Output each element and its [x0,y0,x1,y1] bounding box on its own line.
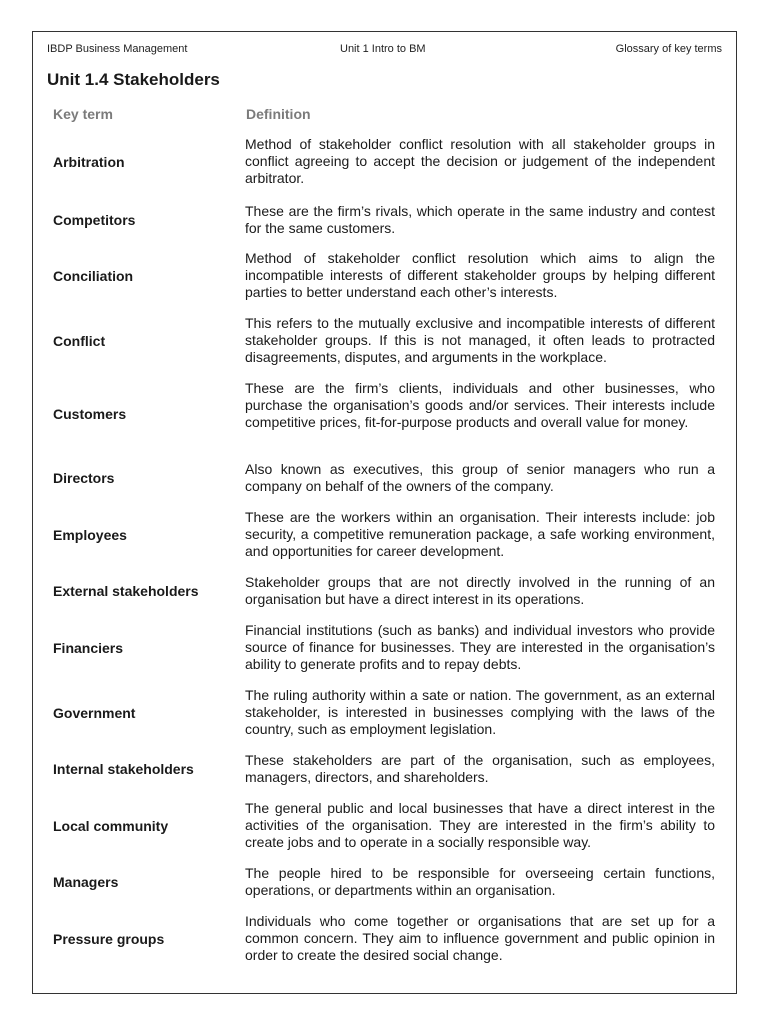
definition-cell: Financial institutions (such as banks) and individual investors who provide source of finance for businesses. They are interested in the organisation’s ability to generate profits and to repay debts. [245,622,715,672]
definition-cell: The people hired to be responsible for overseeing certain functions, operations, or departments within an organisation. [245,865,715,898]
column-header-term: Key term [53,106,113,122]
table-row [33,250,736,301]
table-row [33,574,736,608]
table-row [33,800,736,851]
term-cell: Financiers [53,639,124,656]
glossary-page [32,31,737,994]
definition-cell: Method of stakeholder conflict resolution with all stakeholder groups in conflict agreeing to accept the decision or judgement of the independent arbitrator. [245,136,715,186]
definition-cell: The general public and local businesses that have a direct interest in the activities of the organisation. They are interested in the firm’s ability to create jobs and to operate in a socially responsible way. [245,800,715,850]
definition-cell: These are the firm’s rivals, which operate in the same industry and contest for the same customers. [245,203,715,236]
table-row [33,865,736,899]
definition-cell: Also known as executives, this group of senior managers who run a company on behalf of the owners of the company. [245,461,715,494]
table-row [33,461,736,495]
definition-cell: This refers to the mutually exclusive and incompatible interests of different stakeholder groups. If this is not managed, it often leads to protracted disagreements, disputes, and arguments in the workplace. [245,315,715,365]
page-title: Unit 1.4 Stakeholders [47,70,220,89]
term-cell: Conflict [53,332,106,349]
definition-cell: These are the firm’s clients, individuals and other businesses, who purchase the organisation’s goods and/or services. Their interests include competitive prices, fit-for-purpose products and overall value for money. [245,380,715,430]
term-cell: Conciliation [53,267,134,284]
definition-cell: The ruling authority within a sate or nation. The government, as an external stakeholder, is interested in businesses complying with the laws of the country, such as employment legislation. [245,687,715,737]
header-doc-type: Glossary of key terms [615,43,722,55]
definition-cell: Method of stakeholder conflict resolution which aims to align the incompatible interests of different stakeholder groups by helping different parties to better understand each other’s interests. [245,250,715,300]
table-row [33,622,736,673]
table-row [33,203,736,237]
term-cell: External stakeholders [53,583,199,599]
table-row [33,380,736,448]
table-row [33,509,736,560]
table-row [33,136,736,187]
page-header [47,43,722,59]
term-cell: Customers [53,406,127,422]
column-header-definition: Definition [246,106,311,122]
term-cell: Government [53,704,136,721]
definition-cell: These stakeholders are part of the organisation, such as employees, managers, directors, and shareholders. [245,752,715,785]
table-row [33,913,736,964]
header-unit: Unit 1 Intro to BM [340,43,426,55]
term-cell: Employees [53,526,127,543]
term-cell: Directors [53,470,115,486]
table-row [33,315,736,366]
definition-cell: These are the workers within an organisation. Their interests include: job security, a competitive remuneration package, a safe working environment, and opportunities for career development. [245,509,715,559]
term-cell: Arbitration [53,153,125,170]
term-cell: Competitors [53,212,136,228]
definition-cell: Stakeholder groups that are not directly involved in the running of an organisation but have a direct interest in its operations. [245,574,715,607]
term-cell: Local community [53,817,169,834]
term-cell: Pressure groups [53,930,165,947]
definition-cell: Individuals who come together or organisations that are set up for a common concern. They aim to influence government and public opinion in order to create the desired social change. [245,913,715,963]
table-row [33,687,736,738]
header-course: IBDP Business Management [47,43,188,55]
term-cell: Internal stakeholders [53,761,194,777]
table-row [33,752,736,786]
term-cell: Managers [53,874,119,890]
